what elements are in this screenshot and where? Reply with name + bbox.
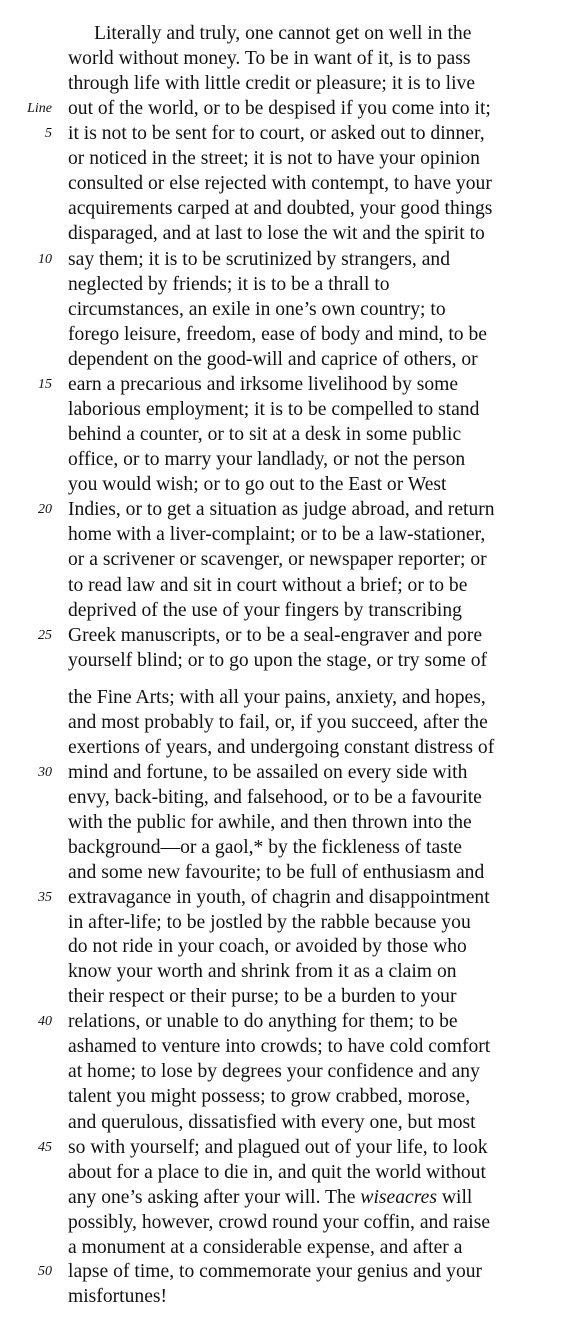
line-number: 50 <box>38 1264 52 1279</box>
text-line: world without money. To be in want of it, is to pass <box>68 48 471 69</box>
text-line: forego leisure, freedom, ease of body and mind, to be <box>68 324 487 345</box>
text-line: background—or a gaol,* by the fickleness of taste <box>68 837 462 858</box>
text-line: do not ride in your coach, or avoided by those who <box>68 936 467 957</box>
line-number: 20 <box>38 502 52 517</box>
text-line: acquirements carped at and doubted, your good things <box>68 198 493 219</box>
line-number: 45 <box>38 1140 52 1155</box>
text-segment: will <box>436 1187 473 1208</box>
text-line: and some new favourite; to be full of enthusiasm and <box>68 862 485 883</box>
text-line: dependent on the good-will and caprice of others, or <box>68 349 478 370</box>
italic-word: wiseacres <box>360 1187 437 1208</box>
text-line: consulted or else rejected with contempt, to have your <box>68 173 492 194</box>
text-line: their respect or their purse; to be a burden to your <box>68 986 457 1007</box>
text-line: out of the world, or to be despised if you come into it; <box>68 98 491 119</box>
text-line: earn a precarious and irksome livelihood by some <box>68 374 459 395</box>
line-number: 25 <box>38 628 52 643</box>
text-line: so with yourself; and plagued out of your life, to look <box>68 1137 488 1158</box>
text-line: misfortunes! <box>68 1286 168 1307</box>
text-line: neglected by friends; it is to be a thrall to <box>68 274 390 295</box>
text-line: through life with little credit or pleasure; it is to live <box>68 73 476 94</box>
text-line: about for a place to die in, and quit the world without <box>68 1162 486 1183</box>
text-line: circumstances, an exile in one’s own country; to <box>68 299 446 320</box>
text-line: in after-life; to be jostled by the rabble because you <box>68 912 471 933</box>
text-line: extravagance in youth, of chagrin and disappointment <box>68 887 490 908</box>
text-line: at home; to lose by degrees your confidence and any <box>68 1061 480 1082</box>
text-line: deprived of the use of your fingers by transcribing <box>68 600 462 621</box>
text-line: envy, back-biting, and falsehood, or to be a favourite <box>68 787 482 808</box>
text-line: possibly, however, crowd round your coffin, and raise <box>68 1212 491 1233</box>
text-line: you would wish; or to go out to the East or West <box>68 474 447 495</box>
text-line: behind a counter, or to sit at a desk in some public <box>68 424 462 445</box>
text-line: and most probably to fail, or, if you succeed, after the <box>68 712 488 733</box>
text-line: and querulous, dissatisfied with every one, but most <box>68 1112 476 1133</box>
text-line: home with a liver-complaint; or to be a law-stationer, <box>68 524 486 545</box>
text-line: disparaged, and at last to lose the wit and the spirit to <box>68 223 485 244</box>
line-number: 10 <box>38 252 52 267</box>
text-line: Greek manuscripts, or to be a seal-engraver and pore <box>68 625 483 646</box>
text-line: to read law and sit in court without a brief; or to be <box>68 575 468 596</box>
text-line: the Fine Arts; with all your pains, anxiety, and hopes, <box>68 687 486 708</box>
line-number: 15 <box>38 377 52 392</box>
line-number: 40 <box>38 1014 52 1029</box>
text-line: relations, or unable to do anything for them; to be <box>68 1011 458 1032</box>
line-marker-label: Line <box>27 101 52 116</box>
text-line: know your worth and shrink from it as a claim on <box>68 961 457 982</box>
text-line: mind and fortune, to be assailed on every side with <box>68 762 468 783</box>
text-line: yourself blind; or to go upon the stage, or try some of <box>68 650 488 671</box>
text-line: ashamed to venture into crowds; to have cold comfort <box>68 1036 491 1057</box>
text-line: it is not to be sent for to court, or asked out to dinner, <box>68 123 485 144</box>
text-line: Literally and truly, one cannot get on well in the <box>94 23 472 44</box>
text-line: a monument at a considerable expense, and after a <box>68 1237 463 1258</box>
text-line-with-italic <box>68 1185 576 1210</box>
text-line: say them; it is to be scrutinized by strangers, and <box>68 249 450 270</box>
line-number: 30 <box>38 765 52 780</box>
line-number: 35 <box>38 890 52 905</box>
text-line: or noticed in the street; it is not to have your opinion <box>68 148 480 169</box>
text-line: Indies, or to get a situation as judge abroad, and return <box>68 499 495 520</box>
text-line: with the public for awhile, and then thrown into the <box>68 812 472 833</box>
text-line: laborious employment; it is to be compelled to stand <box>68 399 480 420</box>
text-line: exertions of years, and undergoing constant distress of <box>68 737 495 758</box>
text-segment: any one’s asking after your will. The <box>68 1187 361 1208</box>
line-number: 5 <box>45 126 52 141</box>
text-line: or a scrivener or scavenger, or newspaper reporter; or <box>68 549 487 570</box>
text-line: office, or to marry your landlady, or not the person <box>68 449 466 470</box>
text-line: talent you might possess; to grow crabbed, morose, <box>68 1086 471 1107</box>
text-line: lapse of time, to commemorate your genius and your <box>68 1261 483 1282</box>
